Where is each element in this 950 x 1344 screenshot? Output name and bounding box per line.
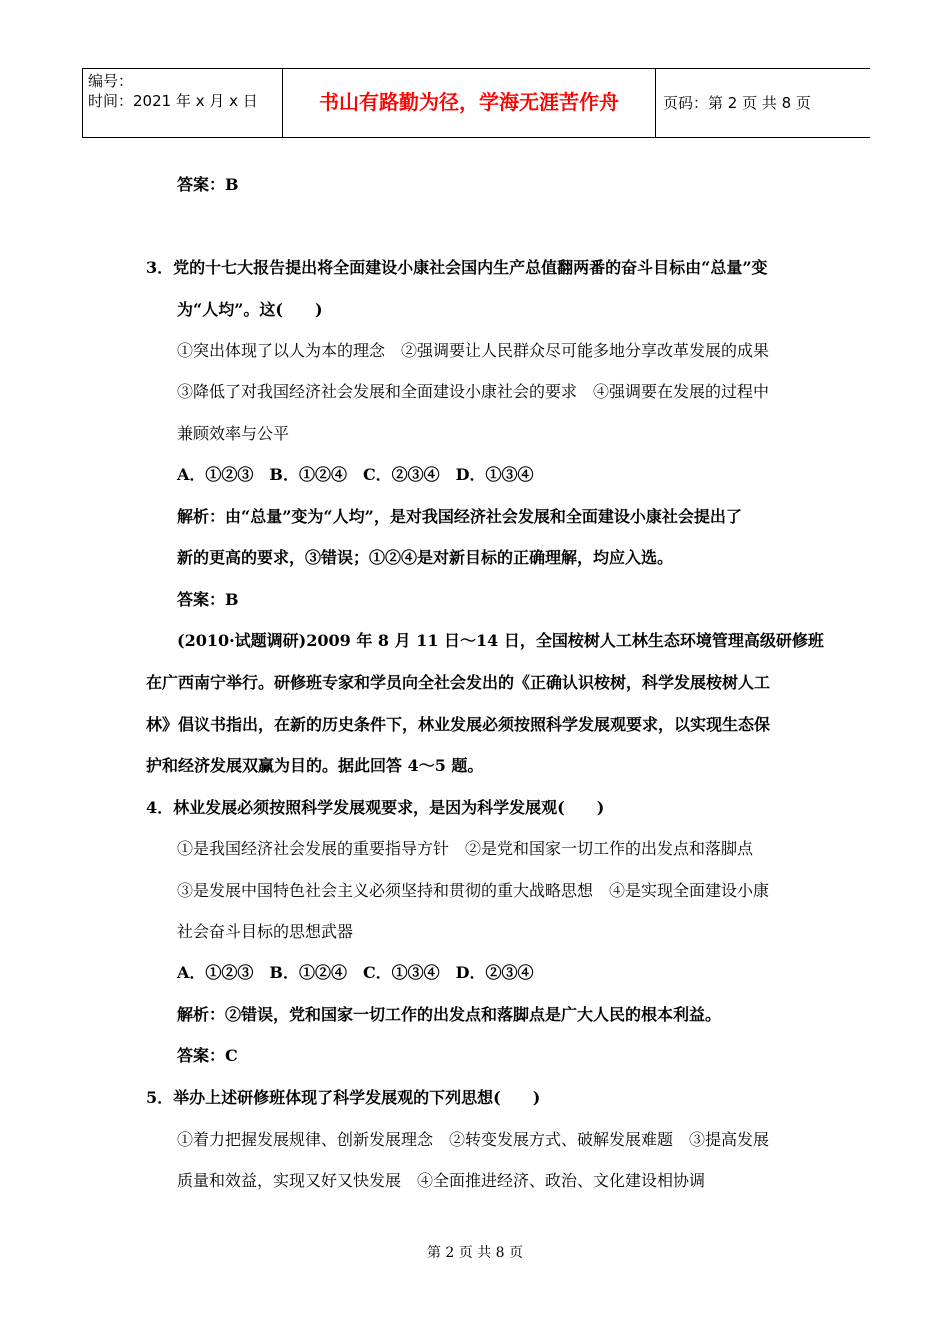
code-label: 编号： xyxy=(88,72,134,90)
q3-stem-2: 为“人均”。这( ) xyxy=(177,300,323,319)
header-page-label: 页码：第 2 页 共 8 页 xyxy=(663,94,811,112)
header-divider-2 xyxy=(655,69,656,137)
q5-stem: 5．举办上述研修班体现了科学发展观的下列思想( ) xyxy=(146,1088,541,1107)
header-meta xyxy=(88,71,258,111)
q4-option-3: 社会奋斗目标的思想武器 xyxy=(177,922,354,941)
q3-analysis-2: 新的更高的要求，③错误；①②④是对新目标的正确理解，均应入选。 xyxy=(177,548,674,567)
material-line-1: (2010·试题调研)2009 年 8 月 11 日～14 日，全国桉树人工林生态环境管理高级研修班 xyxy=(177,631,824,650)
q4-answer: 答案：C xyxy=(177,1046,238,1065)
answer-prev: 答案：B xyxy=(177,175,239,194)
q3-option-2: ③降低了对我国经济社会发展和全面建设小康社会的要求 ④强调要在发展的过程中 xyxy=(177,382,770,401)
q3-stem-1: 3．党的十七大报告提出将全面建设小康社会国内生产总值翻两番的奋斗目标由“总量”变 xyxy=(146,258,768,277)
q4-stem: 4．林业发展必须按照科学发展观要求，是因为科学发展观( ) xyxy=(146,798,605,817)
q4-choices: A．①②③ B．①②④ C．①③④ D．②③④ xyxy=(177,963,534,982)
q3-option-3: 兼顾效率与公平 xyxy=(177,424,290,443)
q4-option-1: ①是我国经济社会发展的重要指导方针 ②是党和国家一切工作的出发点和落脚点 xyxy=(177,839,754,858)
material-line-2: 在广西南宁举行。研修班专家和学员向全社会发出的《正确认识桉树，科学发展桉树人工 xyxy=(146,673,771,692)
date-label: 时间：2021 年 x 月 x 日 xyxy=(88,92,258,110)
q4-option-2: ③是发展中国特色社会主义必须坚持和贯彻的重大战略思想 ④是实现全面建设小康 xyxy=(177,881,770,900)
q3-choices: A．①②③ B．①②④ C．②③④ D．①③④ xyxy=(177,465,534,484)
header-table xyxy=(82,68,870,138)
q4-analysis: 解析：②错误，党和国家一切工作的出发点和落脚点是广大人民的根本利益。 xyxy=(177,1005,722,1024)
q3-option-1: ①突出体现了以人为本的理念 ②强调要让人民群众尽可能多地分享改革发展的成果 xyxy=(177,341,770,360)
material-line-4: 护和经济发展双赢为目的。据此回答 4～5 题。 xyxy=(146,756,484,775)
material-line-3: 林》倡议书指出，在新的历史条件下，林业发展必须按照科学发展观要求，以实现生态保 xyxy=(146,715,771,734)
q3-analysis-1: 解析：由“总量”变为“人均”，是对我国经济社会发展和全面建设小康社会提出了 xyxy=(177,507,742,526)
header-motto: 书山有路勤为径，学海无涯苦作舟 xyxy=(319,90,619,114)
q3-answer: 答案：B xyxy=(177,590,239,609)
header-border-left xyxy=(82,69,83,137)
q5-option-2: 质量和效益，实现又好又快发展 ④全面推进经济、政治、文化建设相协调 xyxy=(177,1171,706,1190)
footer-page-number: 第 2 页 共 8 页 xyxy=(426,1245,524,1261)
q5-option-1: ①着力把握发展规律、创新发展理念 ②转变发展方式、破解发展难题 ③提高发展 xyxy=(177,1130,770,1149)
